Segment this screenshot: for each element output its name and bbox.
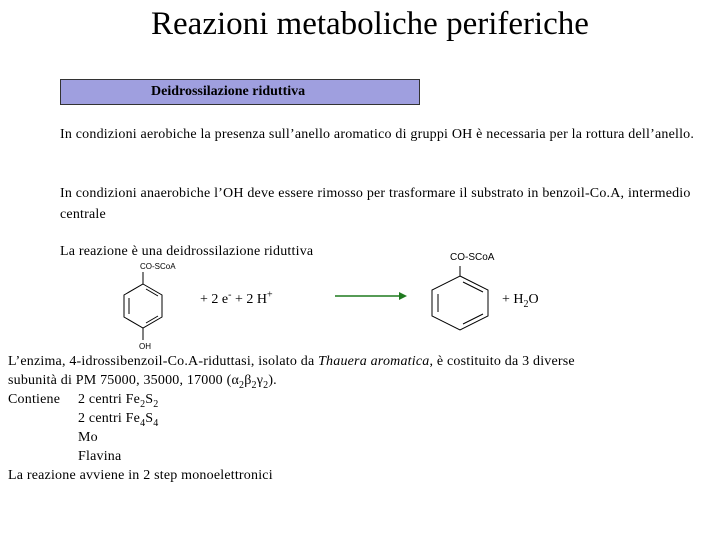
organism-name: Thauera aromatica (318, 354, 430, 369)
reactant-oh-label: OH (139, 342, 151, 351)
contains-label: Contiene (8, 392, 61, 407)
gamma-subscript: 2 (263, 379, 269, 391)
water-product-text (502, 292, 539, 308)
fe2s2-sub-s: 2 (153, 398, 159, 410)
water-plus-h: + H (502, 292, 524, 307)
alpha-symbol: α (231, 373, 239, 388)
paragraph-anaerobic: In condizioni anaerobiche l’OH deve essere rimosso per trasformare il substrato in benzoil-Co.A, intermedio centrale (60, 186, 691, 222)
closing-line: La reazione avviene in 2 step monoelettronici (8, 468, 273, 483)
enzyme-line-1 (8, 352, 575, 371)
paragraph-reaction-intro: La reazione è una deidrossilazione riduttiva (60, 244, 314, 259)
reaction-cofactors-text (200, 289, 273, 308)
enzyme-intro-end: , è costituito da 3 diverse (429, 354, 575, 369)
water-subscript: 2 (523, 298, 529, 310)
reactant-co-scoa-label: CO-SCoA (140, 262, 176, 271)
gamma-symbol: γ (256, 373, 264, 388)
water-o: O (528, 292, 539, 307)
paragraph-aerobic: In condizioni aerobiche la presenza sull’anello aromatico di gruppi OH è necessaria per la rottura dell’anello. (60, 127, 695, 142)
electron-charge: - (228, 289, 232, 301)
beta-symbol: β (244, 373, 252, 388)
cofactor-flavina: Flavina (78, 449, 122, 464)
fe2s2-text: 2 centri Fe (78, 392, 141, 407)
fe2s2-s: S (145, 392, 154, 407)
beta-subscript: 2 (251, 379, 257, 391)
section-heading-box: Deidrossilazione riduttiva (60, 79, 420, 105)
product-benzene-ring (415, 264, 505, 336)
proton-charge: + (266, 289, 273, 301)
fe4s4-s: S (145, 411, 154, 426)
cofactor-fe4s4 (78, 409, 158, 428)
cofactor-mo: Mo (78, 430, 98, 445)
reaction-arrow (333, 288, 409, 304)
enzyme-line-2 (8, 371, 277, 390)
cofactor-fe2s2 (78, 390, 158, 409)
protons-text: + 2 H (231, 292, 267, 307)
fe4s4-text: 2 centri Fe (78, 411, 141, 426)
subunit-text-end: ). (268, 373, 277, 388)
fe4s4-sub-fe: 4 (140, 417, 146, 429)
electrons-text: + 2 e (200, 292, 229, 307)
product-co-scoa-label: CO-SCoA (450, 252, 495, 263)
alpha-subscript: 2 (238, 379, 245, 391)
subunit-text: subunità di PM 75000, 35000, 17000 ( (8, 373, 232, 388)
fe2s2-sub-fe: 2 (140, 398, 146, 410)
fe4s4-sub-s: 4 (153, 417, 159, 429)
page-title: Reazioni metaboliche periferiche (151, 6, 589, 42)
reactant-benzene-ring (110, 270, 170, 342)
enzyme-intro: L’enzima, 4-idrossibenzoil-Co.A-riduttasi, isolato da (8, 354, 319, 369)
